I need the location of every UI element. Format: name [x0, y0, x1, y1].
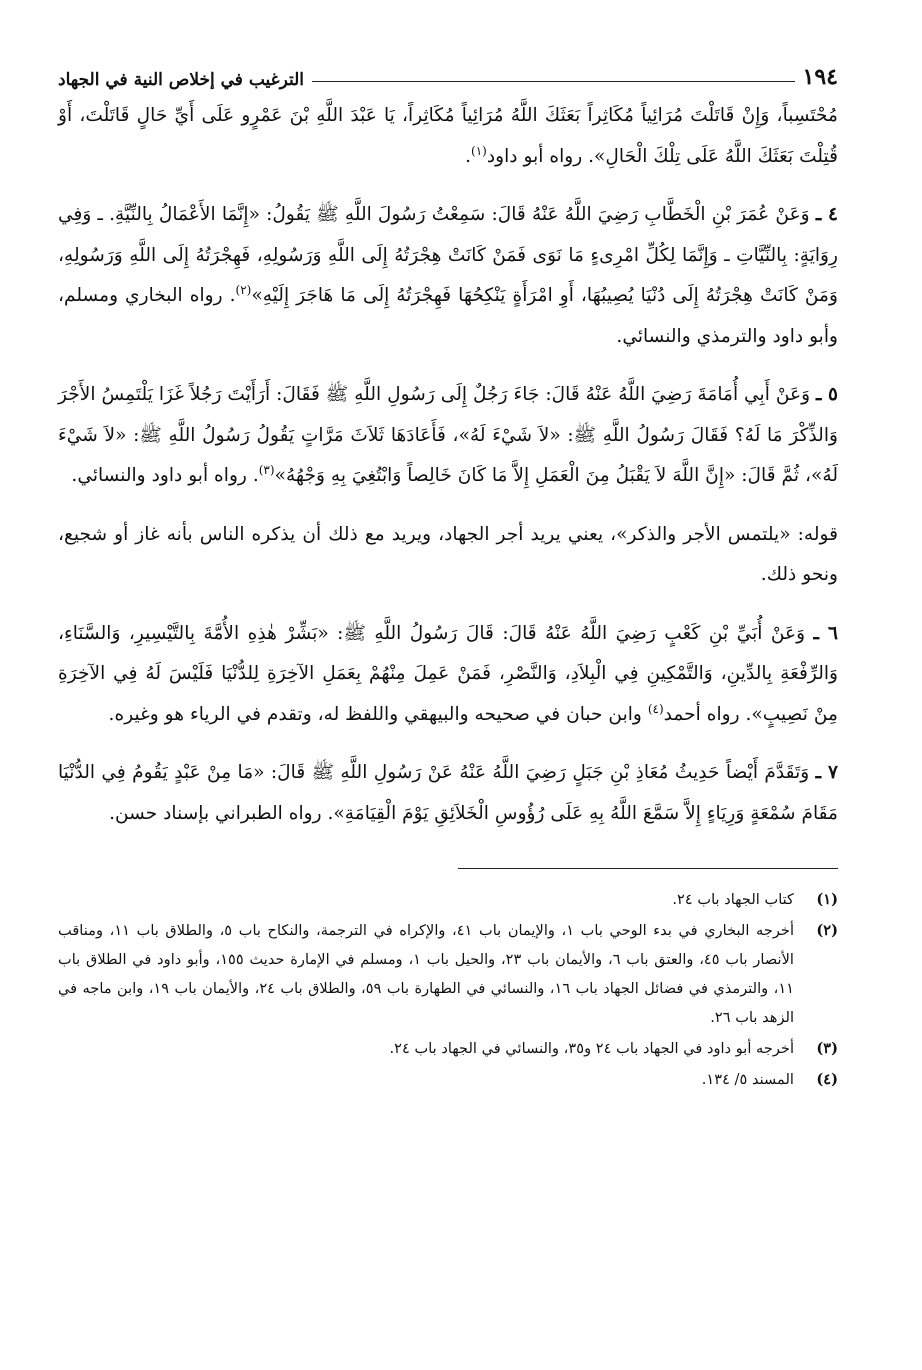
hadith-number: ٧ ـ: [815, 762, 839, 783]
hadith-paragraph: [58, 195, 838, 357]
footnote-item: [58, 1034, 838, 1063]
hadith-paragraph: [58, 753, 838, 834]
page-number: ١٩٤: [802, 64, 838, 90]
running-title: الترغيب في إخلاص النية في الجهاد: [58, 70, 304, 90]
footnote-text: أخرجه البخاري في بدء الوحي باب ١، والإيمان باب ٤١، والإكراه في الترجمة، والنكاح باب ٥، والطلاق باب ١١، ومناقب الأنصار باب ٤٥، والعتق باب ٦، والأيمان باب ٢٣، والحيل باب ١، ومسلم في الإمارة حديث ١٥٥، وأبو داود في الطلاق باب ١١، والترمذي في فضائل الجهاد باب ١٦، والنسائي في الطهارة باب ٥٩، والطلاق باب ٢٤، والأيمان باب ١٩، وابن ماجه في الزهد باب ٢٦.: [58, 922, 795, 1026]
paragraph-continuation: [58, 96, 838, 177]
hadith-paragraph: [58, 375, 838, 497]
footnote-ref[interactable]: (٤): [647, 701, 664, 716]
footnotes: [58, 885, 838, 1094]
paragraph-text: وَعَنْ أَبِي أُمَامَةَ رَضِيَ اللَّهُ عَنْهُ قَالَ: جَاءَ رَجُلٌ إِلَى رَسُولِ اللَّهِ ﷺ فَقَالَ: أَرَأَيْتَ رَجُلاً غَزَا يَلْتَمِسُ الأَجْرَ وَالذِّكْرَ مَا لَهُ؟ فَقَالَ رَسُولُ اللَّهِ ﷺ: «لاَ شَيْءَ لَهُ»، فَأَعَادَهَا ثَلاَثَ مَرَّاتٍ يَقُولُ رَسُولُ اللَّهِ ﷺ: «لاَ شَيْءَ لَهُ»، ثُمَّ قَالَ: «إِنَّ اللَّهَ لاَ يَقْبَلُ مِنَ الْعَمَلِ إِلاَّ مَا كَانَ خَالِصاً وَابْتُغِيَ بِهِ وَجْهُهُ»: [58, 384, 838, 486]
paragraph-tail: . رواه أبو داود والنسائي.: [71, 465, 259, 486]
footnote-mark: (٣): [816, 1040, 838, 1057]
hadith-number: ٦ ـ: [813, 622, 838, 644]
page-header: [58, 60, 838, 90]
footnote-text: المسند ٥/ ١٣٤.: [701, 1071, 794, 1088]
footnote-item: [58, 1065, 838, 1094]
paragraph-text: قوله: «يلتمس الأجر والذكر»، يعني يريد أجر الجهاد، ويريد مع ذلك أن يذكره الناس بأنه غاز أو شجيع، ونحو ذلك.: [58, 523, 838, 585]
footnote-text: كتاب الجهاد باب ٢٤.: [672, 891, 794, 908]
book-page: [58, 60, 838, 1350]
header-rule: [312, 81, 795, 82]
hadith-number: ٤ ـ: [815, 204, 838, 225]
main-text: [58, 96, 838, 834]
footnote-text: أخرجه أبو داود في الجهاد باب ٢٤ و٣٥، والنسائي في الجهاد باب ٢٤.: [389, 1040, 794, 1057]
paragraph-tail: وابن حبان في صحيحه والبيهقي واللفظ له، وتقدم في الرياء هو وغيره.: [108, 703, 648, 725]
paragraph-tail: . رواه البخاري ومسلم، وأبو داود والترمذي والنسائي.: [58, 285, 838, 347]
paragraph-text: مُحْتَسِباً، وَإِنْ قَاتَلْتَ مُرَائِياً مُكَاثِراً بَعَثَكَ اللَّهُ مُرَائِياً مُكَاثِراً، يَا عَبْدَ اللَّهِ بْنَ عَمْرٍو عَلَى أَيِّ حَالٍ قَاتَلْتَ، أَوْ قُتِلْتَ بَعَثَكَ اللَّهُ عَلَى تِلْكَ الْحَالِ». رواه أبو داود: [58, 105, 838, 167]
hadith-number: ٥ ـ: [816, 384, 838, 405]
paragraph-text: وَعَنْ عُمَرَ بْنِ الْخَطَّابِ رَضِيَ اللَّهُ عَنْهُ قَالَ: سَمِعْتُ رَسُولَ اللَّهِ ﷺ يَقُولُ: «إِنَّمَا الأَعْمَالُ بِالنِّيَّةِ. ـ وَفِي رِوَايَةٍ: بِالنِّيَّاتِ ـ وَإِنَّمَا لِكُلِّ امْرِىءٍ مَا نَوَى فَمَنْ كَانَتْ هِجْرَتُهُ إِلَى اللَّهِ وَرَسُولِهِ، فَهِجْرَتُهُ إِلَى اللَّهِ وَرَسُولِهِ، وَمَنْ كَانَتْ هِجْرَتُهُ إِلَى دُنْيَا يُصِيبُهَا، أَوِ امْرَأَةٍ يَنْكِحُهَا فَهِجْرَتُهُ إِلَى مَا هَاجَرَ إِلَيْهِ»: [58, 204, 839, 306]
footnote-mark: (٢): [816, 922, 838, 939]
paragraph-text: وَتَقَدَّمَ أَيْضاً حَدِيثُ مُعَاذِ بْنِ جَبَلٍ رَضِيَ اللَّهُ عَنْهُ عَنْ رَسُولِ اللَّهِ ﷺ قَالَ: «مَا مِنْ عَبْدٍ يَقُومُ فِي الدُّنْيَا مَقَامَ سُمْعَةٍ وَرِيَاءٍ إِلاَّ سَمَّعَ اللَّهُ بِهِ عَلَى رُؤُوسِ الْخَلاَئِقِ يَوْمَ الْقِيَامَةِ». رواه الطبراني بإسناد حسن.: [58, 762, 838, 824]
footnote-item: [58, 916, 838, 1032]
footnote-item: [58, 885, 838, 914]
paragraph-tail: .: [465, 145, 472, 167]
commentary-paragraph: [58, 515, 838, 596]
hadith-paragraph: [58, 614, 838, 736]
footnote-ref[interactable]: (٢): [235, 282, 252, 297]
footnote-mark: (٤): [816, 1071, 838, 1088]
footnote-ref[interactable]: (١): [471, 143, 487, 158]
paragraph-text: وَعَنْ أُبَيِّ بْنِ كَعْبٍ رَضِيَ اللَّهُ عَنْهُ قَالَ: قَالَ رَسُولُ اللَّهِ ﷺ: «بَشِّرْ هٰذِهِ الأُمَّةَ بِالتَّيْسِيرِ، وَالسَّنَاءِ، وَالرِّفْعَةِ بِالدِّينِ، وَالتَّمْكِينِ فِي الْبِلاَدِ، وَالنَّصْرِ، فَمَنْ عَمِلَ مِنْهُمْ بِعَمَلِ الآخِرَةِ لِلدُّنْيَا فَلَيْسَ لَهُ فِي الآخِرَةِ مِنْ نَصِيبٍ». رواه أحمد: [58, 622, 838, 725]
footnote-mark: (١): [816, 891, 838, 908]
footnote-ref[interactable]: (٣): [258, 462, 275, 477]
footnote-separator: [458, 868, 838, 869]
